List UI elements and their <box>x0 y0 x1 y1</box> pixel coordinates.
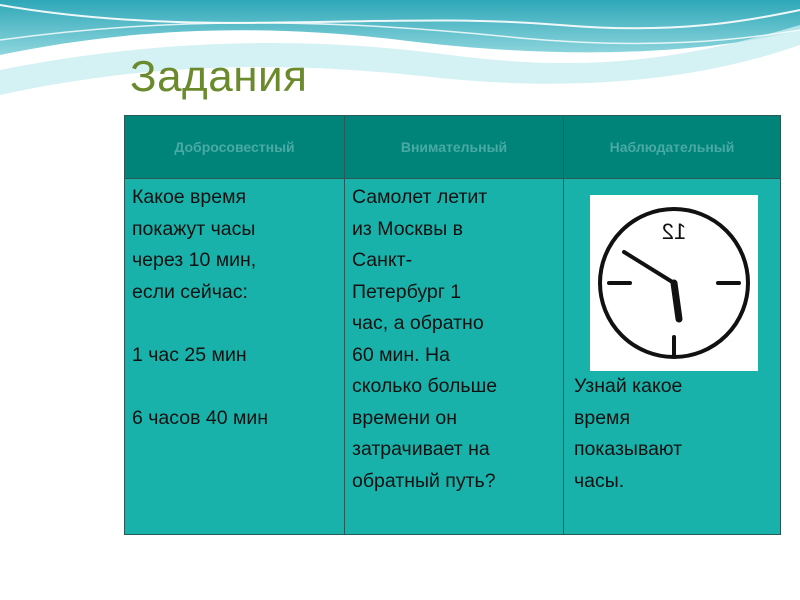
task-text-line: Петербург 1 <box>352 280 462 303</box>
header-observant: Наблюдательный <box>564 116 781 179</box>
task-text-line: времени он <box>352 406 457 429</box>
mirrored-clock-icon <box>590 195 758 371</box>
task-cell-observant <box>564 179 781 535</box>
clock-image <box>590 195 758 371</box>
header-attentive: Внимательный <box>345 116 564 179</box>
task-text-line: покажут часы <box>132 217 256 240</box>
task-text-line: если сейчас: <box>132 280 248 303</box>
task-text-line: из Москвы в <box>352 217 463 240</box>
task-text-line: сколько больше <box>352 375 498 397</box>
clock-caption <box>574 371 682 497</box>
task-text-line: обратный путь? <box>352 469 496 492</box>
task-text-line: час, а обратно <box>352 312 484 334</box>
header-wave-decoration <box>0 0 800 110</box>
task-text-line: Самолет летит <box>352 186 488 208</box>
task-text-line: Какое время <box>132 186 247 208</box>
task-text-line: через 10 мин, <box>132 249 257 271</box>
tasks-table <box>124 115 781 535</box>
task-cell-attentive <box>345 179 564 535</box>
task-text-line: затрачивает на <box>352 438 490 460</box>
caption-line: часы. <box>574 469 625 492</box>
caption-line: Узнай какое <box>574 375 683 397</box>
header-diligent: Добросовестный <box>125 116 345 179</box>
page-title: Задания <box>130 52 308 101</box>
caption-line: время <box>574 406 631 429</box>
task-time-item: 1 час 25 мин <box>132 343 247 366</box>
task-text-line: Санкт- <box>352 249 413 271</box>
clock-label-12: 12 <box>661 218 687 244</box>
task-text-line: 60 мин. На <box>352 343 450 366</box>
table-row <box>125 179 781 535</box>
table-header-row <box>125 116 781 179</box>
task-time-item: 6 часов 40 мин <box>132 406 269 429</box>
task-cell-diligent <box>125 179 345 535</box>
caption-line: показывают <box>574 438 683 460</box>
